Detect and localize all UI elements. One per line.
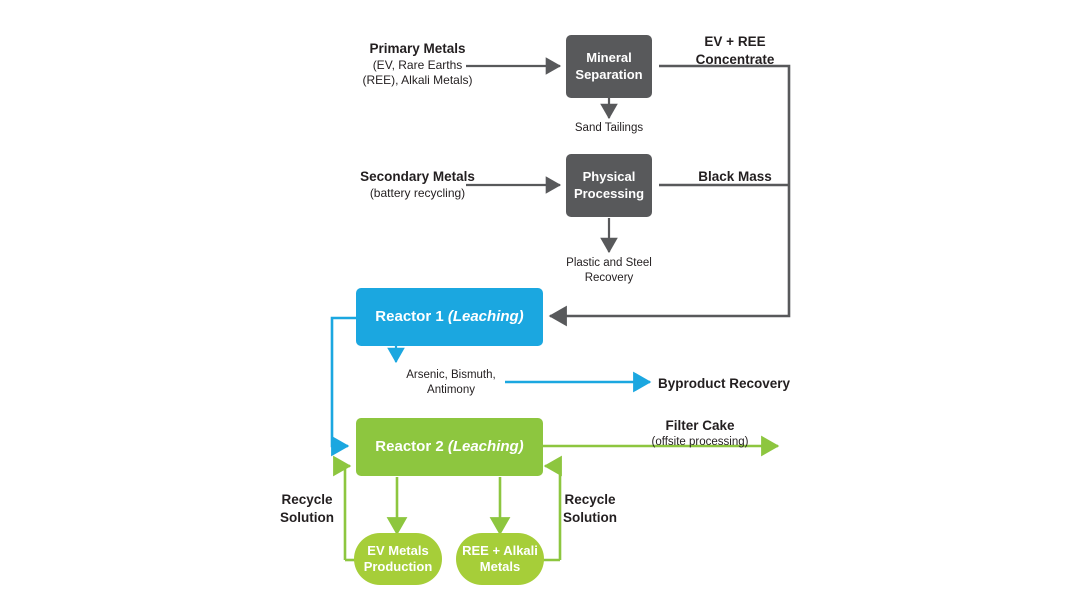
- label-filter-cake-title: Filter Cake: [665, 418, 735, 433]
- node-reactor-1[interactable]: [356, 288, 543, 346]
- reactor-2-mode: (Leaching): [447, 437, 524, 455]
- label-ev-ree-line2: Concentrate: [695, 51, 775, 67]
- label-arsenic-line2: Antimony: [427, 383, 475, 396]
- label-primary-metals-title: Primary Metals: [369, 41, 466, 56]
- label-ev-ree-concentrate: [665, 33, 805, 68]
- label-sand-tailings-text: Sand Tailings: [574, 122, 644, 134]
- label-filter-cake: [620, 417, 780, 449]
- label-byproduct-recovery: [658, 375, 838, 393]
- label-ev-ree-line1: EV + REE: [704, 34, 766, 49]
- node-reactor-2-label: [375, 438, 523, 457]
- wire-reactor1-to-reactor2: [332, 318, 356, 446]
- node-ev-metals-production[interactable]: [354, 533, 442, 585]
- label-primary-metals-sub2: (REE), Alkali Metals): [362, 73, 473, 88]
- label-recycle-right-line1: Recycle: [564, 492, 616, 507]
- label-plastic-steel-line2: Recovery: [584, 271, 634, 284]
- node-ev-metals-production-label: EV Metals Production: [363, 542, 433, 574]
- label-black-mass: [670, 168, 800, 186]
- reactor-1-name: Reactor 1: [375, 307, 448, 325]
- node-reactor-1-label: [375, 308, 523, 327]
- reactor-1-mode: (Leaching): [447, 307, 524, 325]
- label-recycle-solution-right: [545, 491, 635, 526]
- node-mineral-separation-label: Mineral Separation: [575, 50, 643, 82]
- label-secondary-metals-title: Secondary Metals: [360, 169, 475, 184]
- label-arsenic-bismuth-antimony: [386, 368, 516, 398]
- label-filter-cake-sub: (offsite processing): [651, 435, 749, 448]
- label-primary-metals-sub1: (EV, Rare Earths: [372, 57, 463, 72]
- label-recycle-left-line2: Solution: [280, 509, 334, 525]
- label-byproduct-recovery-text: Byproduct Recovery: [658, 376, 791, 391]
- node-physical-processing-label: Physical Processing: [573, 169, 645, 201]
- node-reactor-2[interactable]: [356, 418, 543, 476]
- label-black-mass-text: Black Mass: [698, 169, 772, 184]
- node-ree-alkali-metals[interactable]: [456, 533, 544, 585]
- label-arsenic-line1: Arsenic, Bismuth,: [406, 369, 496, 381]
- label-primary-metals: [330, 40, 505, 89]
- label-recycle-right-line2: Solution: [563, 509, 617, 525]
- node-physical-processing[interactable]: [566, 154, 652, 217]
- reactor-2-name: Reactor 2: [375, 437, 448, 455]
- label-plastic-steel-recovery: [539, 256, 679, 286]
- label-plastic-steel-line1: Plastic and Steel: [566, 257, 652, 269]
- label-secondary-metals-sub: (battery recycling): [369, 185, 466, 200]
- label-sand-tailings: [549, 121, 669, 136]
- node-mineral-separation[interactable]: [566, 35, 652, 98]
- label-secondary-metals: [330, 168, 505, 201]
- label-recycle-solution-left: [262, 491, 352, 526]
- label-recycle-left-line1: Recycle: [281, 492, 333, 507]
- node-ree-alkali-metals-label: REE + Alkali Metals: [462, 542, 538, 574]
